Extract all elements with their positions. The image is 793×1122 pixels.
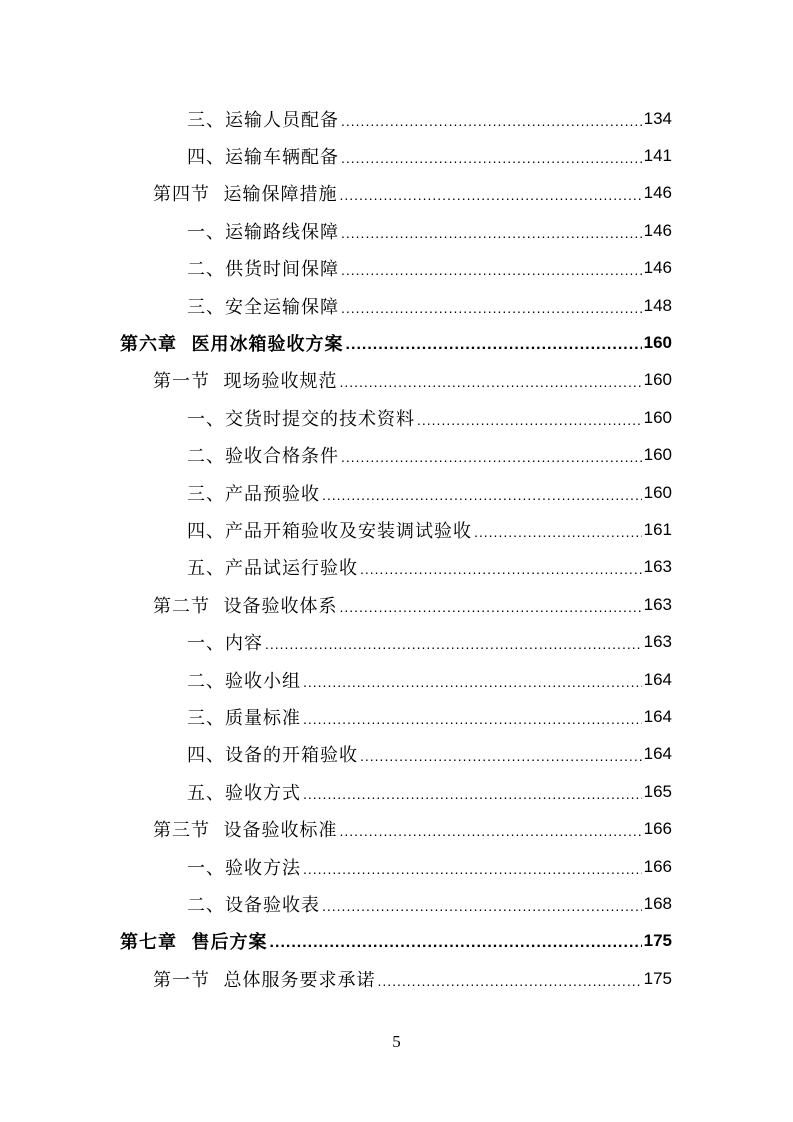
toc-entry-page: 164 [643,669,672,689]
toc-entry-page: 166 [643,856,672,876]
toc-entry-title: 一、验收方法 [187,857,301,879]
toc-entry-title: 二、设备验收表 [187,894,320,916]
toc-leader-dots [322,898,642,914]
toc-entry-page: 164 [643,706,672,726]
toc-entry-title: 三、质量标准 [187,707,301,729]
toc-entry-title: 二、验收合格条件 [187,446,339,468]
toc-chapter-entry[interactable] [0,324,793,361]
toc-entry-page: 160 [643,445,672,465]
toc-entry-page: 168 [643,893,672,913]
toc-entry-page: 160 [643,333,672,353]
toc-entry-title: 第一节 现场验收规范 [153,371,338,393]
toc-entry[interactable] [0,399,793,436]
toc-entry[interactable] [0,773,793,810]
toc-leader-dots [341,225,642,241]
toc-entry-page: 163 [643,594,672,614]
toc-leader-dots [346,336,642,354]
toc-entry[interactable] [0,586,793,623]
toc-leader-dots [303,711,642,727]
toc-entry[interactable] [0,474,793,511]
toc-leader-dots [265,636,642,652]
toc-entry[interactable] [0,661,793,698]
toc-leader-dots [339,823,641,839]
toc-leader-dots [339,187,641,203]
toc-entry[interactable] [0,100,793,137]
toc-entry[interactable] [0,362,793,399]
toc-leader-dots [417,412,642,428]
toc-entry[interactable] [0,698,793,735]
toc-leader-dots [341,150,642,166]
toc-leader-dots [474,524,642,540]
toc-entry[interactable] [0,810,793,847]
toc-entry-title: 三、安全运输保障 [187,296,339,318]
toc-entry[interactable] [0,250,793,287]
toc-entry-page: 161 [643,519,672,539]
toc-entry-page: 166 [643,819,672,839]
toc-leader-dots [339,374,641,390]
toc-leader-dots [339,599,641,615]
toc-entry-title: 一、运输路线保障 [187,221,339,243]
toc-entry-title: 第三节 设备验收标准 [153,820,338,842]
toc-chapter-entry[interactable] [0,923,793,960]
toc-entry-title: 五、验收方式 [187,782,301,804]
toc-leader-dots [303,786,642,802]
toc-entry-page: 146 [643,183,672,203]
toc-entry-title: 四、运输车辆配备 [187,147,339,169]
toc-entry[interactable] [0,623,793,660]
toc-entry-title: 第一节 总体服务要求承诺 [153,969,376,991]
toc-entry-title: 三、产品预验收 [187,483,320,505]
toc-entry-title: 三、运输人员配备 [187,109,339,131]
toc-leader-dots [322,487,642,503]
toc-entry-page: 160 [643,370,672,390]
toc-entry-title: 二、供货时间保障 [187,259,339,281]
toc-entry-page: 141 [643,146,672,166]
toc-leader-dots [341,449,642,465]
toc-entry-page: 160 [643,407,672,427]
toc-entry-title: 一、内容 [187,633,263,655]
toc-entry[interactable] [0,175,793,212]
toc-entry[interactable] [0,437,793,474]
toc-entry[interactable] [0,287,793,324]
toc-leader-dots [303,674,642,690]
toc-entry[interactable] [0,848,793,885]
toc-entry-title: 第二节 设备验收体系 [153,595,338,617]
toc-entry[interactable] [0,212,793,249]
toc-entry-title: 第六章 医用冰箱验收方案 [120,334,344,356]
toc-entry-page: 164 [643,744,672,764]
toc-entry-title: 二、验收小组 [187,670,301,692]
toc-entry-title: 第七章 售后方案 [120,932,268,954]
toc-leader-dots [341,300,642,316]
table-of-contents [0,100,793,997]
toc-entry-page: 163 [643,632,672,652]
page-number: 5 [392,1032,401,1051]
toc-entry-title: 第四节 运输保障措施 [153,184,338,206]
toc-entry-page: 160 [643,482,672,502]
toc-leader-dots [360,561,642,577]
toc-leader-dots [377,973,641,989]
toc-entry-page: 165 [643,781,672,801]
toc-entry[interactable] [0,549,793,586]
toc-entry[interactable] [0,736,793,773]
toc-entry-title: 一、交货时提交的技术资料 [187,408,415,430]
toc-leader-dots [341,113,642,129]
toc-entry[interactable] [0,137,793,174]
toc-entry[interactable] [0,885,793,922]
toc-entry-page: 146 [643,258,672,278]
toc-entry-page: 163 [643,557,672,577]
toc-entry-page: 175 [643,931,672,951]
toc-entry-title: 四、产品开箱验收及安装调试验收 [187,520,472,542]
toc-entry-page: 134 [643,108,672,128]
toc-leader-dots [360,748,642,764]
toc-leader-dots [341,262,642,278]
toc-entry[interactable] [0,511,793,548]
toc-entry-page: 146 [643,220,672,240]
toc-entry[interactable] [0,960,793,997]
toc-leader-dots [303,861,642,877]
toc-entry-title: 五、产品试运行验收 [187,558,358,580]
toc-entry-page: 175 [643,968,672,988]
toc-entry-page: 148 [643,295,672,315]
toc-entry-title: 四、设备的开箱验收 [187,745,358,767]
toc-leader-dots [270,934,642,952]
